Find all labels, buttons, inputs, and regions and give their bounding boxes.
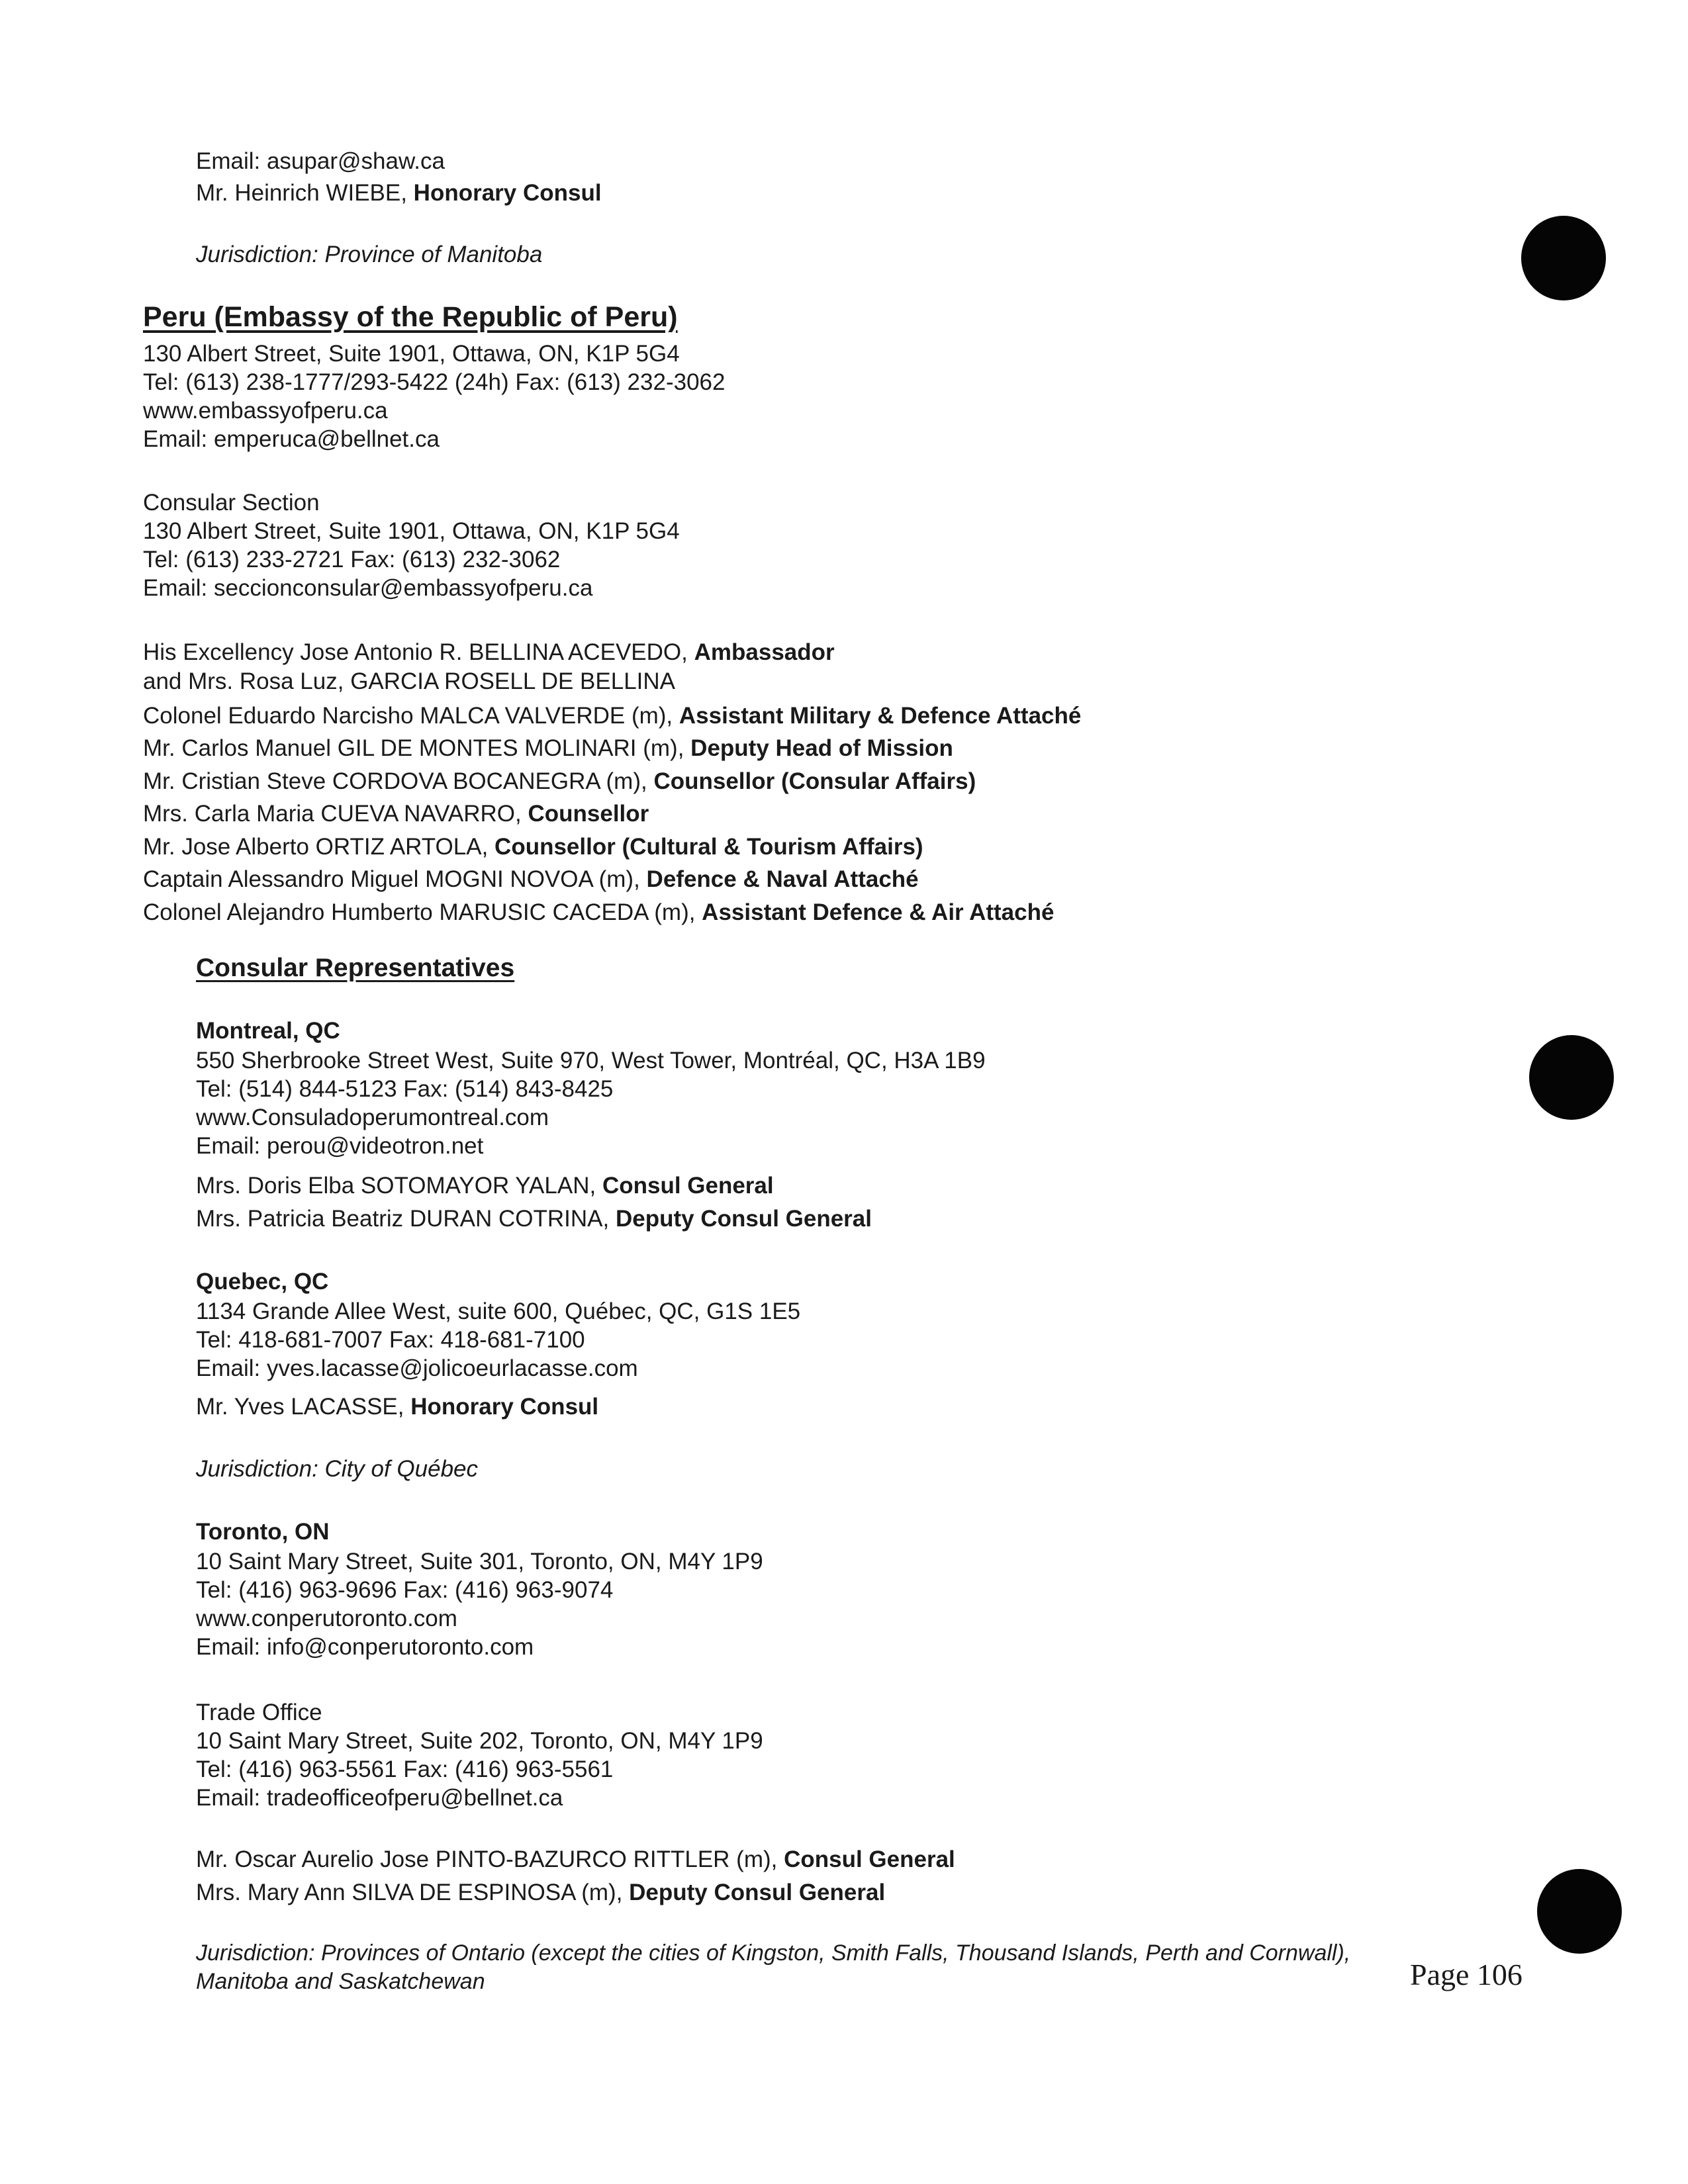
toronto-person [196,1845,955,1874]
toronto-city: Toronto, ON [196,1519,330,1545]
toronto-email: Email: info@conperutoronto.com [196,1634,534,1660]
quebec-city: Quebec, QC [196,1269,329,1295]
staff-entry [143,898,1054,927]
montreal-person [196,1205,872,1233]
staff-title: Assistant Defence & Air Attaché [702,899,1055,925]
punch-hole-bottom [1537,1869,1622,1954]
staff-entry [143,799,649,828]
trade-office-email: Email: tradeofficeofperu@bellnet.ca [196,1785,563,1811]
staff-name: Colonel Alejandro Humberto MARUSIC CACEDA (m), [143,899,702,925]
quebec-address: 1134 Grande Allee West, suite 600, Québec, QC, G1S 1E5 [196,1298,801,1324]
embassy-email: Email: emperuca@bellnet.ca [143,426,440,452]
staff-title: Counsellor (Cultural & Tourism Affairs) [494,834,923,860]
person-title: Deputy Consul General [615,1206,872,1232]
top-consul-line [196,179,602,207]
staff-entry [143,767,976,796]
person-name: Mrs. Patricia Beatriz DURAN COTRINA, [196,1206,616,1232]
person-name: Mrs. Mary Ann SILVA DE ESPINOSA (m), [196,1880,630,1905]
quebec-email: Email: yves.lacasse@jolicoeurlacasse.com [196,1355,638,1381]
person-title: Deputy Consul General [629,1880,886,1905]
consular-section-title: Consular Section [143,490,320,516]
staff-name: Mrs. Carla Maria CUEVA NAVARRO, [143,801,528,827]
embassy-tel: Tel: (613) 238-1777/293-5422 (24h) Fax: (613) 232-3062 [143,369,726,395]
page-number: Page 106 [1410,1958,1523,1991]
person-name: Mrs. Doris Elba SOTOMAYOR YALAN, [196,1173,602,1199]
person-title: Consul General [602,1173,774,1199]
punch-hole-middle [1529,1035,1614,1120]
toronto-address: 10 Saint Mary Street, Suite 301, Toronto, ON, M4Y 1P9 [196,1549,763,1574]
toronto-jurisdiction-line2: Manitoba and Saskatchewan [196,1969,485,1994]
montreal-city: Montreal, QC [196,1018,340,1044]
embassy-web: www.embassyofperu.ca [143,398,388,424]
montreal-address: 550 Sherbrooke Street West, Suite 970, West Tower, Montréal, QC, H3A 1B9 [196,1048,986,1073]
embassy-heading: Peru (Embassy of the Republic of Peru) [143,301,678,333]
staff-title: Counsellor (Consular Affairs) [653,768,976,794]
montreal-tel: Tel: (514) 844-5123 Fax: (514) 843-8425 [196,1076,614,1102]
staff-name: Colonel Eduardo Narcisho MALCA VALVERDE (m), [143,703,679,729]
trade-office-title: Trade Office [196,1700,322,1725]
staff-title: Deputy Head of Mission [690,735,953,761]
consular-section-tel: Tel: (613) 233-2721 Fax: (613) 232-3062 [143,547,561,572]
person-name: Mr. Oscar Aurelio Jose PINTO-BAZURCO RITTLER (m), [196,1846,784,1872]
staff-title: Assistant Military & Defence Attaché [679,703,1082,729]
staff-name: Captain Alessandro Miguel MOGNI NOVOA (m), [143,866,647,892]
punch-hole-top [1521,216,1606,300]
staff-entry [143,667,675,696]
staff-name: Mr. Jose Alberto ORTIZ ARTOLA, [143,834,495,860]
embassy-address: 130 Albert Street, Suite 1901, Ottawa, ON, K1P 5G4 [143,341,680,367]
top-consul-name: Mr. Heinrich WIEBE, [196,180,414,206]
staff-title: Ambassador [694,639,835,665]
consular-section-email: Email: seccionconsular@embassyofperu.ca [143,575,593,601]
toronto-person [196,1878,885,1907]
staff-name: Mr. Cristian Steve CORDOVA BOCANEGRA (m), [143,768,654,794]
montreal-person [196,1171,774,1200]
staff-entry [143,833,923,861]
quebec-person [196,1392,598,1421]
person-title: Honorary Consul [410,1394,599,1420]
staff-entry [143,702,1081,730]
trade-office-tel: Tel: (416) 963-5561 Fax: (416) 963-5561 [196,1756,614,1782]
staff-name: and Mrs. Rosa Luz, GARCIA ROSELL DE BELLINA [143,668,676,694]
staff-entry [143,734,953,762]
consular-reps-heading: Consular Representatives [196,954,515,982]
trade-office-address: 10 Saint Mary Street, Suite 202, Toronto, ON, M4Y 1P9 [196,1728,763,1754]
staff-entry [143,638,835,666]
top-jurisdiction: Jurisdiction: Province of Manitoba [196,242,543,267]
top-consul-title: Honorary Consul [413,180,602,206]
toronto-jurisdiction-line1: Jurisdiction: Provinces of Ontario (except the cities of Kingston, Smith Falls, Thousand Islands, Perth and Cornwall), [196,1940,1351,1966]
person-title: Consul General [784,1846,955,1872]
quebec-tel: Tel: 418-681-7007 Fax: 418-681-7100 [196,1327,585,1353]
staff-title: Defence & Naval Attaché [646,866,919,892]
top-email: Email: asupar@shaw.ca [196,148,445,174]
montreal-email: Email: perou@videotron.net [196,1133,484,1159]
staff-name: His Excellency Jose Antonio R. BELLINA ACEVEDO, [143,639,694,665]
staff-name: Mr. Carlos Manuel GIL DE MONTES MOLINARI (m), [143,735,691,761]
staff-title: Counsellor [528,801,649,827]
toronto-web: www.conperutoronto.com [196,1606,457,1631]
consular-section-address: 130 Albert Street, Suite 1901, Ottawa, ON, K1P 5G4 [143,518,680,544]
person-name: Mr. Yves LACASSE, [196,1394,411,1420]
staff-entry [143,865,919,893]
montreal-web: www.Consuladoperumontreal.com [196,1105,549,1130]
toronto-tel: Tel: (416) 963-9696 Fax: (416) 963-9074 [196,1577,614,1603]
quebec-jurisdiction: Jurisdiction: City of Québec [196,1456,479,1482]
